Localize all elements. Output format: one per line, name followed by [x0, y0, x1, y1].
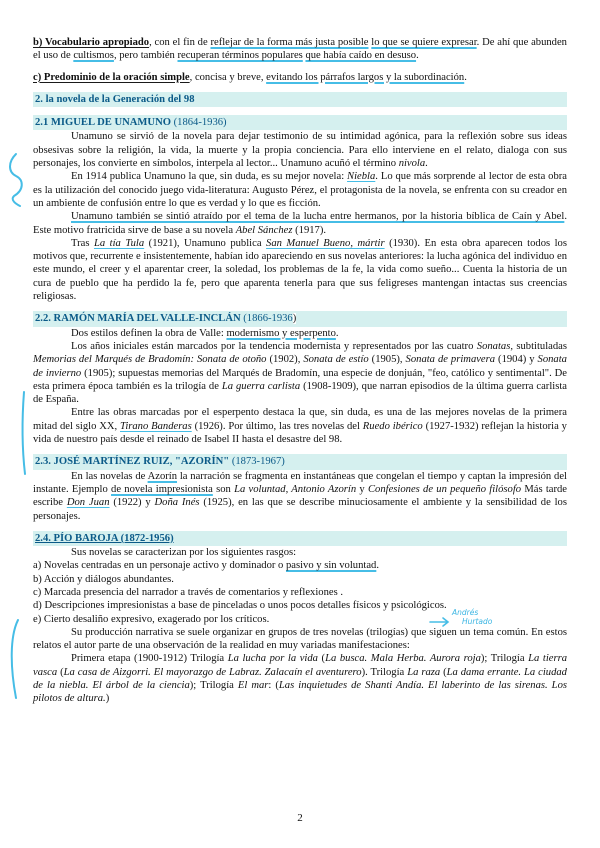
text: Primera etapa (1900-1912) Trilogía: [71, 653, 228, 665]
text: (1925), en las que se describe minuciosamente el ambiente y la sensibilidad de los personajes.: [33, 497, 567, 522]
text: .: [425, 158, 428, 170]
work-title: La guerra carlista: [221, 380, 301, 392]
text: . Lo que más sorprende al lector de esta obra es la utilización del conocido juego vida-literatura: Augusto Pérez, el protagonista de la novela, se enfrenta con su creador en un ambiente de confusión entre lo que es verdad y lo que es ficción.: [33, 171, 567, 209]
page-number: 2: [297, 812, 303, 824]
work-title: Sonata de primavera: [405, 354, 496, 366]
text: (1905),: [368, 354, 406, 366]
text: (1908-1909), que narran episodios de la última guerra carlista de España.: [33, 380, 567, 406]
work-title: La casa de Aizgorri. El mayorazgo de Labraz. Zalacaín el aventurero: [63, 666, 362, 678]
unamuno-paragraph-1: [33, 130, 567, 170]
heading-azorin: [33, 454, 567, 469]
unamuno-paragraph-3: [33, 210, 567, 237]
heading-text: 2.2. RAMÓN MARÍA DEL VALLE-INCLÁN: [35, 313, 241, 325]
text: y: [356, 483, 368, 495]
work-title: El mar: [237, 680, 269, 692]
work-title: San Manuel Bueno, mártir: [266, 237, 385, 249]
text: .: [416, 50, 419, 62]
highlight: evitando los párrafos largos y la subordinación: [266, 71, 465, 83]
text: (: [317, 653, 326, 665]
intro-c-label: c) Predominio de la oración simple: [33, 71, 190, 83]
document-page: [33, 36, 567, 706]
text: ). Trilogía: [361, 666, 408, 678]
valle-paragraph-2: [33, 340, 567, 406]
text: (1905); supuestas memorias del Marqués de Bradomín, una especie de donjuán, "feo, católico y sentimental". De esta primera época también es la trilogía de: [33, 367, 568, 392]
section-heading-generacion98: 2. la novela de la Generación del 98: [33, 92, 567, 107]
text: e) Cierto desaliño expresivo, exagerado por los críticos.: [33, 613, 270, 625]
baroja-intro: Sus novelas se caracterizan por los siguientes rasgos:: [71, 547, 297, 559]
heading-text: 2.1 MIGUEL DE UNAMUNO: [35, 117, 171, 129]
heading-years: (1866-1936: [243, 313, 293, 325]
text: En las novelas de: [71, 470, 148, 482]
text: (1904) y: [495, 354, 538, 366]
heading-text: 2.3. JOSÉ MARTÍNEZ RUIZ, "AZORÍN": [35, 456, 230, 468]
work-title: La busca. Mala Herba. Aurora roja: [325, 653, 481, 665]
highlight: recuperan términos populares: [177, 50, 303, 62]
work-title: Doña Inés: [154, 497, 200, 509]
text: (1902),: [266, 354, 304, 366]
work-title: La voluntad, Antonio Azorín: [234, 483, 357, 495]
note-line-1: Andrés: [452, 608, 479, 617]
text: (1930). En esta obra aparecen todos los motivos que, recurrente e insistentemente, habían ido apareciendo en sus novelas anteriores: la lucha agónica del individuo en este mundo, el creer y el aparentar creer, la soledad, los problemas de la fe, la vida como sueño... Cuenta la historia de un cura de pueblo que ha perdido la fe, pero que aparenta tenerla para que sus feligreses mantengan intactas sus creencias religiosas.: [33, 237, 567, 303]
unamuno-paragraph-2: [33, 170, 567, 210]
ink-bracket-valle: [14, 388, 34, 478]
list-item: [33, 573, 567, 586]
text: ): [105, 693, 110, 705]
text: .: [376, 560, 379, 572]
heading-baroja: 2.4. PÍO BAROJA (1872-1956): [33, 531, 567, 546]
work-title: La dama errante. La ciudad de la niebla. El árbol de la ciencia: [33, 666, 567, 692]
text: b) Acción y diálogos abundantes.: [33, 573, 174, 585]
heading-unamuno: [33, 115, 567, 130]
work-title: Las inquietudes de Shanti Andía. El laberinto de las sirenas. Los pilotos de altura.: [33, 680, 567, 705]
highlight: pasivo y sin voluntad: [285, 560, 377, 572]
ink-bracket-unamuno: [2, 150, 32, 210]
heading-years: (1873-1967): [231, 456, 285, 468]
text: , con el fin de: [149, 37, 211, 48]
valle-paragraph-1: [33, 327, 567, 340]
highlight: cultismos: [73, 50, 114, 62]
work-title: Abel Sánchez: [235, 224, 293, 236]
text: . Este motivo fratricida sirve de base a su novela: [33, 211, 567, 236]
work-title: Niebla: [347, 171, 376, 183]
text: Dos estilos definen la obra de Valle:: [71, 327, 227, 339]
text: (1922) y: [109, 497, 155, 509]
text: (1926). Por último, las tres novelas del: [191, 420, 363, 432]
heading-years-close: ): [292, 313, 297, 325]
azorin-paragraph-1: [33, 470, 567, 523]
baroja-paragraph-3: [33, 652, 567, 705]
text: .: [335, 327, 339, 339]
text: , concisa y breve,: [189, 71, 267, 83]
text: subtituladas: [512, 340, 567, 352]
work-title: La tierra vasca: [33, 653, 568, 678]
text: son: [212, 483, 235, 495]
heading-years: (1864-1936): [173, 117, 227, 129]
highlight: Unamuno también se sintió atraído por el tema de la lucha entre hermanos, por la historia bíblica de Caín y Abel: [71, 211, 565, 223]
text: . De ahí que abunden el uso de: [33, 37, 567, 62]
highlight: lo que se quiere expresar: [371, 37, 477, 48]
intro-c: [33, 71, 567, 84]
text: (: [57, 666, 64, 678]
work-title: La lucha por la vida: [227, 653, 318, 665]
handwritten-note: [452, 608, 492, 626]
text: ); Trilogía: [189, 680, 238, 692]
ink-bracket-baroja: [4, 616, 26, 702]
work-title: Don Juan: [66, 497, 110, 509]
unamuno-paragraph-4: [33, 237, 567, 303]
text: Unamuno se sirvió de la novela para dejar testimonio de su intimidad agónica, para la reflexión sobre sus ideas obsesivas sobre la religión, la vida, la muerte y la propia conciencia. Para ello interviene en el relato, dialoga con sus personajes, los convierte en símbolos, interpela al lector... Unamuno acuñó el término: [33, 131, 567, 170]
valle-paragraph-3: [33, 406, 567, 446]
text: , pero también: [113, 50, 178, 62]
work-title: La raza: [407, 666, 441, 678]
text: (1917).: [292, 224, 327, 236]
text: c) Marcada presencia del narrador a través de comentarios y reflexiones .: [33, 586, 344, 598]
list-item: [33, 586, 567, 599]
highlight: reflejar de la forma más justa posible: [210, 37, 369, 48]
note-line-2: Hurtado: [462, 617, 493, 626]
text: la narración se fragmenta en instantáneas que congelan el tiempo y captan la impresión del instante. Ejemplo: [33, 470, 567, 495]
baroja-paragraph-2: Su producción narrativa se suele organizar en grupos de tres novelas (trilogías) que siguen un tema común. En estos relatos el autor parte de una observación de la realidad en muy variadas manifestaciones:: [33, 626, 567, 652]
highlight: Azorín: [147, 470, 178, 482]
intro-b-label: b) Vocabulario apropiado: [33, 37, 150, 48]
work-title: Sonata de estío: [303, 354, 369, 366]
heading-valle-inclan: [33, 311, 567, 326]
text: ); Trilogía: [480, 653, 529, 665]
text: (1927-1932) reflejan la historia y vida de nuestro país desde el reinado de Isabel II hasta el desastre del 98.: [33, 420, 567, 446]
text: Más tarde escribe: [33, 483, 567, 509]
text: (1921), Unamuno publica: [144, 237, 267, 249]
intro-b: [33, 36, 567, 63]
work-title: Sonata de invierno: [33, 354, 567, 379]
italic-term: nivola: [398, 158, 426, 170]
list-item: [33, 559, 567, 572]
highlight: modernismo y esperpento: [226, 327, 336, 339]
text: (: [440, 666, 447, 678]
work-title: Memorias del Marqués de Bradomín: Sonata de otoño: [33, 354, 267, 366]
work-title: Ruedo ibérico: [362, 420, 423, 432]
text: a) Novelas centradas en un personaje activo y dominador o: [33, 560, 286, 572]
text: Los años iniciales están marcados por la tendencia modernista y representados por las cuatro: [71, 340, 477, 352]
text: .: [464, 71, 467, 83]
text: : (: [268, 680, 279, 692]
work-title: La tía Tula: [93, 237, 145, 249]
work-title: Sonatas,: [476, 340, 513, 352]
highlight: de novela impresionista: [111, 483, 213, 495]
work-title: Tirano Banderas: [120, 420, 192, 432]
text: Entre las obras marcadas por el esperpento destaca la que, sin duda, es una de las mejores novelas de la primera mitad del siglo XX,: [33, 407, 567, 432]
highlight: que había caído en desuso: [305, 50, 417, 62]
text: En 1914 publica Unamuno la que, sin duda, es su mejor novela:: [71, 171, 348, 183]
text: d) Descripciones impresionistas a base de pinceladas o unos pocos detalles físicos y psicológicos.: [33, 600, 447, 612]
text: Tras: [71, 237, 94, 249]
work-title: Confesiones de un pequeño filósofo: [367, 483, 522, 495]
